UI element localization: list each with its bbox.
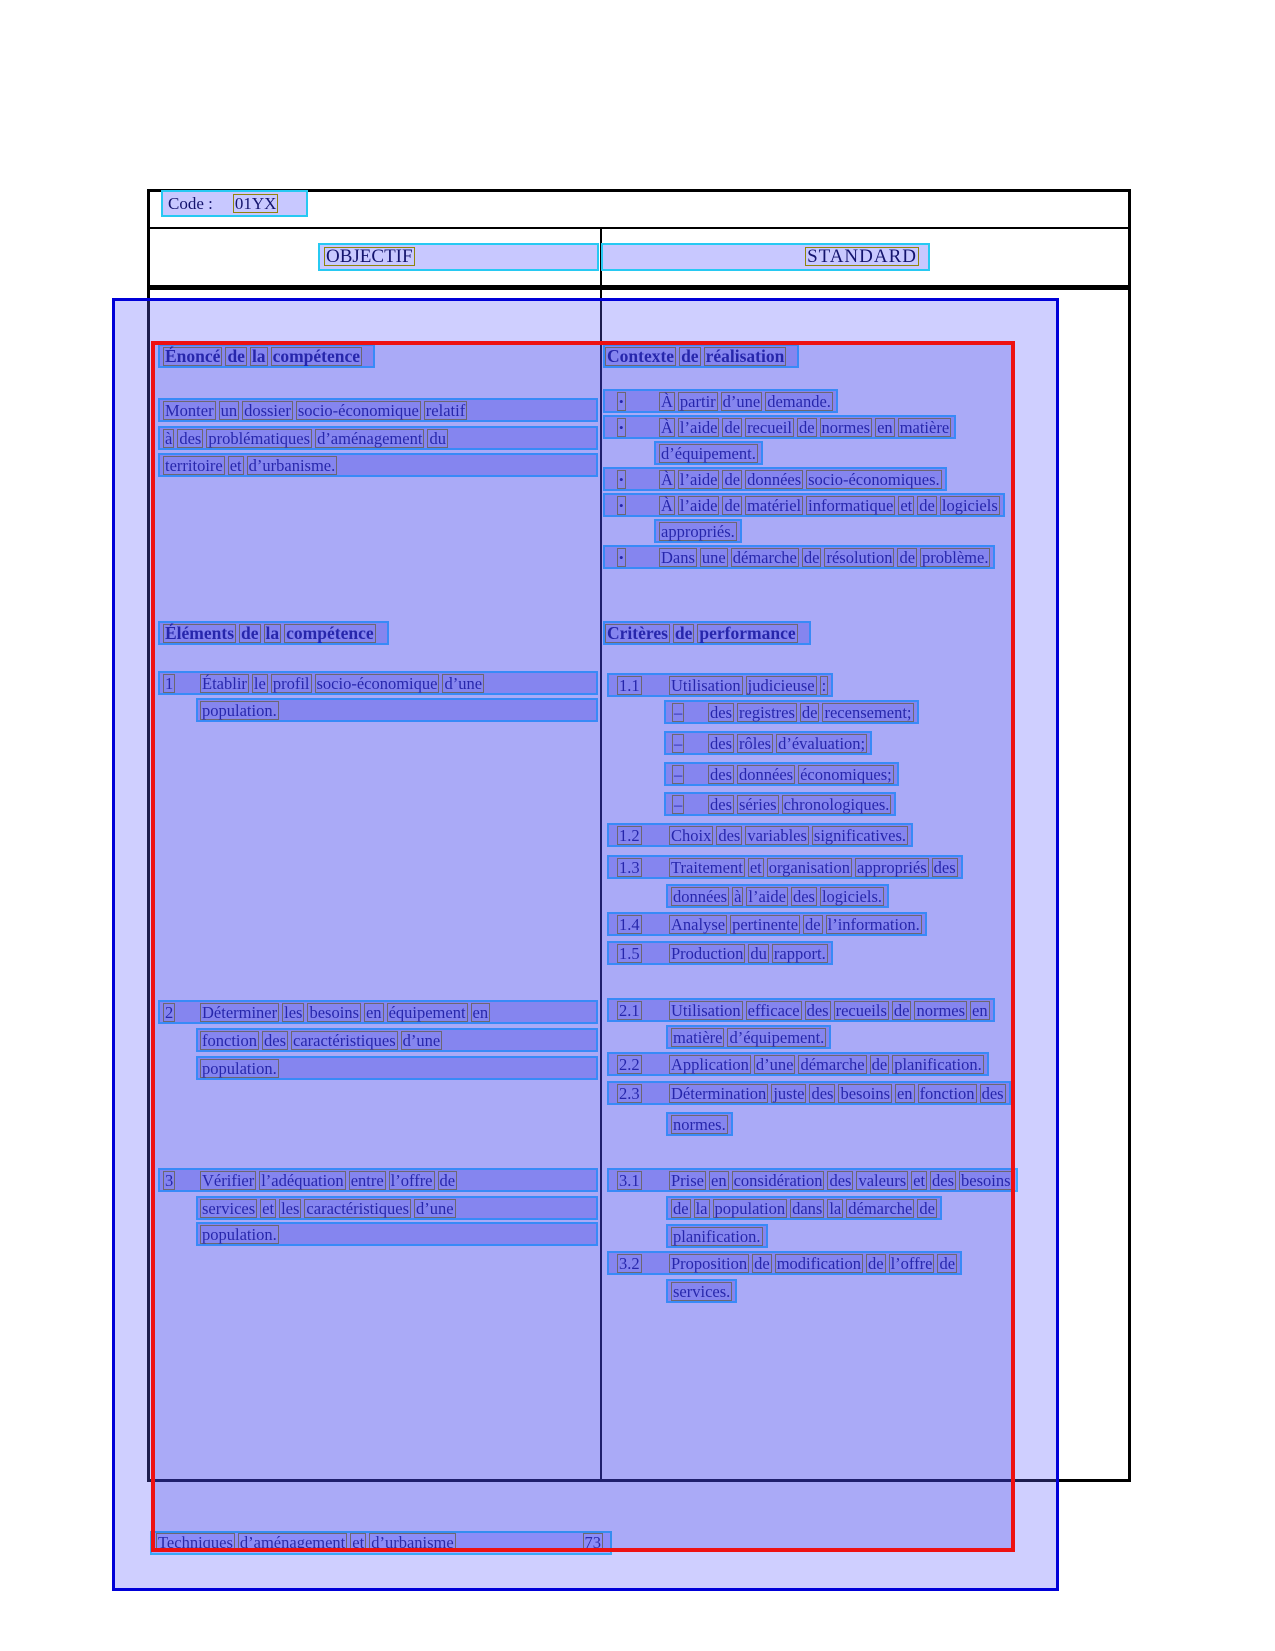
word-box: À — [661, 495, 673, 515]
word-box: d’équipement. — [661, 443, 756, 463]
word-box: STANDARD — [807, 246, 917, 267]
element-3-line — [158, 1168, 598, 1192]
word-box: appropriés. — [661, 521, 735, 541]
word-box: performance — [699, 622, 796, 643]
word-box: séries — [739, 794, 777, 814]
word-box: socio-économique — [297, 400, 419, 420]
word-box: de — [939, 1253, 956, 1273]
word-box: de — [805, 914, 821, 934]
word-box: équipement — [388, 1002, 466, 1022]
word-box: et — [900, 495, 913, 515]
word-box: 01YX — [234, 193, 277, 213]
word-box: d’urbanisme. — [248, 455, 336, 475]
word-box: modification — [776, 1253, 862, 1273]
word-box: et — [913, 1170, 926, 1190]
enonce-line — [158, 453, 598, 477]
word-box: 3 — [165, 1170, 174, 1190]
critere-2-1-cont — [666, 1025, 831, 1049]
word-box: Techniques — [158, 1533, 233, 1552]
word-box: logiciels. — [821, 886, 882, 906]
word-box: de — [673, 1198, 689, 1218]
word-box: l’aide — [679, 495, 718, 515]
element-2-line — [196, 1056, 598, 1080]
word-box: des — [806, 1000, 829, 1020]
word-box: partir — [679, 391, 716, 411]
word-box: 1.5 — [619, 943, 640, 963]
word-box: Contexte — [607, 345, 675, 366]
word-box: logiciels — [941, 495, 998, 515]
word-box: chronologiques. — [783, 794, 890, 814]
word-box: les — [284, 1002, 303, 1022]
enonce-title — [158, 344, 375, 368]
element-1-line — [196, 698, 598, 722]
critere-1-4 — [607, 912, 927, 936]
word-box: la — [265, 622, 280, 643]
contexte-bullet-cont — [654, 441, 763, 465]
critere-1-1 — [607, 673, 833, 697]
word-box: registres — [739, 702, 795, 722]
word-box: en — [711, 1170, 727, 1190]
word-box: d’urbanisme — [371, 1533, 454, 1552]
word-box: de — [919, 1198, 935, 1218]
word-box: de — [439, 1170, 456, 1190]
code-label: Code : — [168, 193, 213, 213]
word-box: en — [472, 1002, 489, 1022]
word-box: des — [710, 794, 732, 814]
word-box: problème. — [922, 547, 989, 567]
word-box: Proposition — [671, 1253, 748, 1273]
word-box: 2 — [165, 1002, 174, 1022]
code-value — [233, 194, 282, 214]
word-box: une — [701, 547, 726, 567]
word-box: l’offre — [390, 1170, 433, 1190]
element-3-line — [196, 1222, 598, 1246]
word-box: Analyse — [671, 914, 726, 934]
word-box: de — [893, 1000, 910, 1020]
word-box: 3.1 — [619, 1170, 640, 1190]
word-box: l’aide — [748, 886, 786, 906]
word-box: Critères — [607, 622, 668, 643]
word-box: variables — [747, 825, 807, 845]
contexte-bullet-cont — [654, 519, 742, 543]
word-box: démarche — [732, 547, 797, 567]
word-box: valeurs — [858, 1170, 907, 1190]
word-box: de — [681, 345, 699, 366]
word-box: dossier — [244, 400, 291, 420]
criteres-title — [603, 621, 811, 645]
elements-title — [158, 621, 389, 645]
word-box: 1.2 — [619, 825, 640, 845]
word-box: profil — [272, 673, 310, 693]
code-field-highlight — [161, 190, 308, 217]
word-box: d’évaluation; — [778, 733, 866, 753]
word-box: • — [619, 419, 624, 435]
word-box: de — [899, 547, 916, 567]
word-box: appropriés — [857, 857, 927, 877]
word-box: 2.2 — [619, 1054, 640, 1074]
enonce-line — [158, 398, 598, 422]
word-box: Utilisation — [671, 675, 741, 695]
word-box: recueils — [835, 1000, 887, 1020]
word-box: en — [896, 1083, 913, 1103]
word-box: rôles — [739, 733, 772, 753]
word-box: • — [619, 471, 624, 487]
contexte-bullet — [603, 415, 956, 439]
critere-1-1-sub — [664, 792, 896, 816]
word-box: des — [179, 428, 202, 448]
word-box: compétence — [286, 622, 374, 643]
word-box: OBJECTIF — [326, 246, 413, 267]
word-box: d’aménagement — [239, 1533, 346, 1552]
word-box: et — [352, 1533, 365, 1552]
word-box: – — [674, 702, 683, 722]
word-box: le — [253, 673, 266, 693]
word-box: d’aménagement — [317, 428, 423, 448]
word-box: de — [227, 345, 245, 366]
word-box: l’information. — [827, 914, 920, 934]
word-box: population. — [202, 1224, 277, 1244]
word-box: considération — [733, 1170, 823, 1190]
word-box: 2.1 — [619, 1000, 640, 1020]
element-1-line — [158, 671, 598, 695]
word-box: dans — [792, 1198, 823, 1218]
word-box: démarche — [800, 1054, 865, 1074]
word-box: organisation — [768, 857, 851, 877]
word-box: fonction — [919, 1083, 975, 1103]
column-divider-line — [600, 227, 602, 1479]
word-box: normes — [916, 1000, 966, 1020]
word-box: normes — [821, 417, 871, 437]
word-box: de — [241, 622, 259, 643]
word-box: des — [710, 733, 732, 753]
word-box: compétence — [272, 345, 361, 366]
word-box: la — [695, 1198, 708, 1218]
critere-1-1-sub — [664, 700, 919, 724]
word-box: en — [365, 1002, 382, 1022]
word-box: besoins — [961, 1170, 1011, 1190]
word-box: significatives. — [813, 825, 907, 845]
critere-3-1-cont — [666, 1224, 768, 1248]
word-box: recueil — [747, 417, 792, 437]
word-box: • — [619, 393, 624, 409]
word-box: entre — [350, 1170, 384, 1190]
word-box: des — [792, 886, 815, 906]
word-box: services — [202, 1198, 256, 1218]
word-box: Détermination — [671, 1083, 767, 1103]
word-box: population. — [202, 1058, 277, 1078]
word-box: d’une — [402, 1030, 441, 1050]
word-box: l’aide — [679, 417, 718, 437]
word-box: 1.3 — [619, 857, 640, 877]
word-box: Établir — [202, 673, 247, 693]
word-box: Prise — [671, 1170, 704, 1190]
word-box: données — [747, 469, 802, 489]
code-row-divider-line — [150, 227, 1128, 229]
word-box: territoire — [165, 455, 223, 475]
word-box: Production — [671, 943, 744, 963]
word-box: population. — [202, 700, 277, 720]
word-box: caractéristiques — [306, 1198, 410, 1218]
word-box: socio-économiques. — [808, 469, 940, 489]
word-box: recensement; — [824, 702, 912, 722]
word-box: Vérifier — [202, 1170, 255, 1190]
word-box: 1.1 — [619, 675, 640, 695]
critere-2-3-cont — [666, 1112, 733, 1136]
word-box: Éléments — [165, 622, 235, 643]
word-box: de — [868, 1253, 884, 1273]
word-box: à — [165, 428, 173, 448]
word-box: de — [724, 417, 741, 437]
word-box: de — [871, 1054, 888, 1074]
critere-2-2 — [607, 1052, 989, 1076]
word-box: d’une — [722, 391, 761, 411]
word-box: 1 — [165, 673, 174, 693]
footer-title — [156, 1533, 459, 1553]
contexte-bullet — [603, 493, 1005, 517]
word-box: en — [877, 417, 893, 437]
footer-highlight — [150, 1531, 612, 1555]
critere-1-1-sub — [664, 762, 899, 786]
word-box: À — [661, 469, 673, 489]
critere-2-1 — [607, 998, 995, 1022]
word-box: Déterminer — [202, 1002, 278, 1022]
word-box: normes. — [673, 1114, 726, 1134]
word-box: données — [739, 764, 794, 784]
word-box: d’une — [755, 1054, 794, 1074]
word-box: 1.4 — [619, 914, 640, 934]
word-box: des — [264, 1030, 286, 1050]
word-box: besoins — [840, 1083, 890, 1103]
word-box: Traitement — [671, 857, 743, 877]
word-box: • — [619, 549, 624, 565]
word-box: de — [674, 622, 693, 643]
word-box: de — [724, 495, 741, 515]
word-box: pertinente — [732, 914, 799, 934]
word-box: d’équipement. — [729, 1027, 825, 1047]
word-box: des — [718, 825, 741, 845]
word-box: informatique — [808, 495, 894, 515]
element-2-line — [196, 1028, 598, 1052]
word-box: de — [754, 1253, 770, 1273]
word-box: – — [674, 733, 683, 753]
word-box: demande. — [767, 391, 831, 411]
word-box: en — [972, 1000, 988, 1020]
word-box: l’adéquation — [261, 1170, 344, 1190]
element-3-line — [196, 1196, 598, 1220]
critere-1-1-sub — [664, 731, 872, 755]
word-box: de — [801, 702, 818, 722]
critere-1-3 — [607, 855, 963, 879]
word-box: des — [981, 1083, 1004, 1103]
word-box: l’aide — [679, 469, 718, 489]
word-box: planification. — [673, 1226, 761, 1246]
critere-3-1 — [607, 1168, 1018, 1192]
contexte-title — [603, 344, 799, 368]
word-box: matière — [673, 1027, 723, 1047]
contexte-bullet — [603, 389, 838, 413]
word-box: matière — [899, 417, 950, 437]
word-box: Choix — [671, 825, 712, 845]
word-box: judicieuse — [747, 675, 815, 695]
word-box: : — [821, 675, 827, 695]
word-box: • — [619, 497, 624, 513]
critere-3-1-cont — [666, 1196, 942, 1220]
word-box: la — [251, 345, 266, 366]
word-box: efficace — [747, 1000, 800, 1020]
word-box: l’offre — [890, 1253, 933, 1273]
word-box: résolution — [826, 547, 893, 567]
word-box: population — [714, 1198, 786, 1218]
critere-1-5 — [607, 941, 833, 965]
word-box: de — [803, 547, 820, 567]
word-box: matériel — [747, 495, 802, 515]
standard-header-highlight — [601, 243, 930, 271]
word-box: de — [724, 469, 741, 489]
word-box: du — [750, 943, 767, 963]
word-box: rapport. — [773, 943, 826, 963]
word-box: d’une — [444, 673, 483, 693]
word-box: un — [220, 400, 238, 420]
word-box: de — [798, 417, 815, 437]
standard-header-label — [805, 246, 922, 268]
word-box: caractéristiques — [293, 1030, 396, 1050]
word-box: Monter — [165, 400, 214, 420]
critere-1-2 — [607, 823, 913, 847]
word-box: et — [749, 857, 762, 877]
word-box: 73 — [584, 1533, 601, 1552]
word-box: et — [229, 455, 242, 475]
word-box: relatif — [425, 400, 466, 420]
word-box: du — [429, 428, 446, 448]
word-box: Énoncé — [165, 345, 221, 366]
word-box: socio-économique — [316, 673, 438, 693]
word-box: – — [674, 764, 683, 784]
word-box: des — [933, 857, 956, 877]
word-box: et — [262, 1198, 275, 1218]
word-box: économiques; — [800, 764, 892, 784]
objectif-header-highlight — [318, 243, 599, 271]
word-box: des — [710, 702, 732, 722]
contexte-bullet — [603, 467, 947, 491]
word-box: Dans — [661, 547, 695, 567]
word-box: 2.3 — [619, 1083, 640, 1103]
word-box: problématiques — [208, 428, 311, 448]
word-box: besoins — [309, 1002, 359, 1022]
word-box: la — [829, 1198, 842, 1218]
word-box: réalisation — [705, 345, 785, 366]
word-box: à — [734, 886, 742, 906]
contexte-bullet — [603, 545, 995, 569]
objectif-header-label — [324, 246, 418, 268]
critere-2-3 — [607, 1081, 1011, 1105]
enonce-line — [158, 426, 598, 450]
header-row-divider-line — [150, 285, 1128, 290]
word-box: les — [281, 1198, 300, 1218]
word-box: des — [710, 764, 732, 784]
footer-page-number — [583, 1533, 607, 1553]
word-box: Application — [671, 1054, 749, 1074]
word-box: de — [919, 495, 935, 515]
element-2-line — [158, 1000, 598, 1024]
word-box: À — [661, 391, 673, 411]
word-box: fonction — [202, 1030, 257, 1050]
word-box: des — [811, 1083, 834, 1103]
critere-3-2-cont — [666, 1279, 737, 1303]
word-box: Utilisation — [671, 1000, 741, 1020]
word-box: planification. — [894, 1054, 982, 1074]
word-box: démarche — [848, 1198, 913, 1218]
critere-1-3-cont — [666, 884, 889, 908]
word-box: des — [932, 1170, 955, 1190]
word-box: À — [661, 417, 673, 437]
word-box: 3.2 — [619, 1253, 640, 1273]
word-box: d’une — [416, 1198, 454, 1218]
word-box: données — [673, 886, 728, 906]
word-box: juste — [773, 1083, 805, 1103]
critere-3-2 — [607, 1251, 962, 1275]
word-box: des — [829, 1170, 852, 1190]
word-box: services. — [673, 1281, 731, 1301]
word-box: – — [674, 794, 683, 814]
